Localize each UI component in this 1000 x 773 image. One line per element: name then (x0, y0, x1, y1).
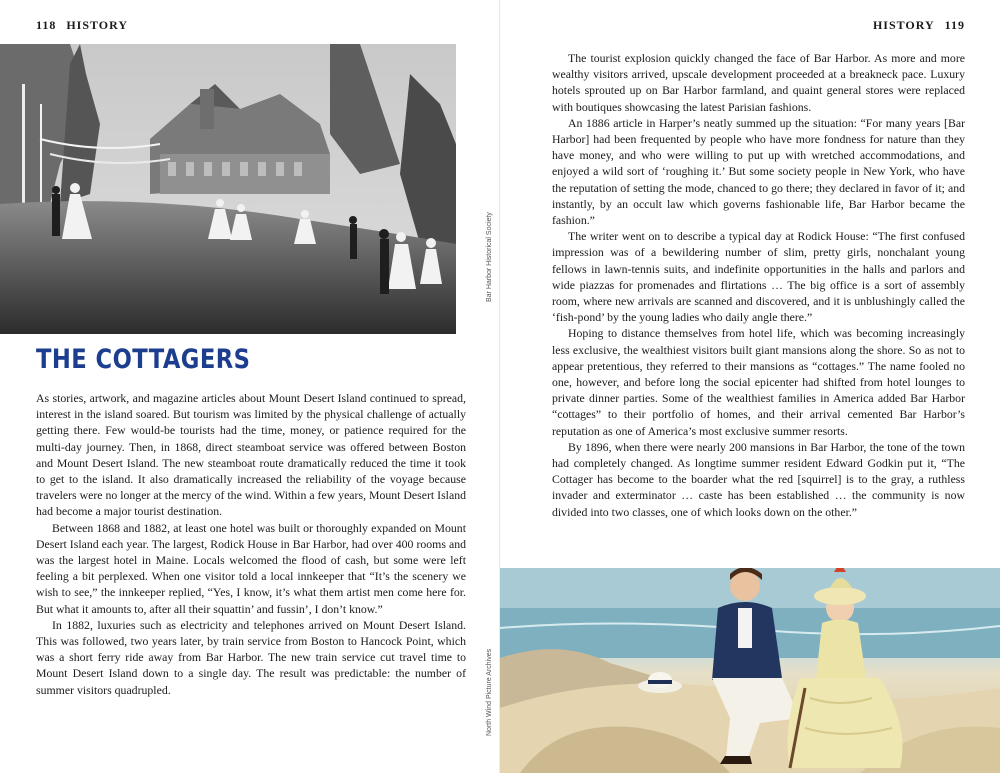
paragraph: As stories, artwork, and magazine articles about Mount Desert Island continued to spread, interest in the island soared. But tourism was limited by the physical challenge of actually getting there. Few would-be tourists had the time, money, or patience required for the multi-day journey. Then, in 1868, direct steamboat service was offered between Boston and Mount Desert Island. The new steamboat route dramatically reduced the time it took to get to the island. It also dramatically increased the reliability of the voyage because travelers were no longer at the mercy of the wind. Within a few years, Mount Desert Island had become a major tourist destination. (36, 391, 466, 519)
illustration-credit: North Wind Picture Archives (486, 648, 493, 736)
right-body-text (552, 50, 965, 520)
illustration-drawing (500, 568, 1000, 773)
paragraph: An 1886 article in Harper’s neatly summed up the situation: “For many years [Bar Harbor] had been frequented by people who have more fondness for nature than they have money, and who were willing to put up with wretched accommodations, and enjoyed a wild sort of ‘roughing it.’ But some society people in New York, who have the reputation of setting the mode, chanced to go there; they declared in favor of it; and instantly, by an occult law which governs fashionable life, Bar Harbor became the fashion.” (552, 115, 965, 228)
paragraph: The writer went on to describe a typical day at Rodick House: “The first confused impression was of a bewildering number of slim, pretty girls, nonchalant young fellows in lawn-tennis suits, and indefinite opportunities in the halls and parlors and wide piazzas for promenades and flirtations … The big office is a sort of assembly room, where new arrivals are scanned and discovered, and it is unblushingly called the ‘fish-pond’ by the young ladies who daily angle there.” (552, 229, 965, 325)
section-heading: THE COTTAGERS (36, 344, 251, 375)
running-head-title-right: HISTORY (872, 18, 935, 32)
cottagers-couple-illustration (500, 568, 1000, 773)
paragraph: Between 1868 and 1882, at least one hotel was built or thoroughly expanded on Mount Desert Island each year. The largest, Rodick House in Bar Harbor, had over 400 rooms and was the largest hotel in Maine. Locals welcomed the flood of cash, but some were left feeling a bit perplexed. When one visitor told a local innkeeper that “It’s the scenery we wish to see,” the innkeeper replied, “Yes, I know, it’s what them artist men come here for. But what it amounts to, after all their squattin’ and fussin’, I don’t know.” (36, 520, 466, 616)
paragraph: By 1896, when there were nearly 200 mansions in Bar Harbor, the tone of the town had completely changed. As longtime summer resident Edward Godkin put it, “The Cottager has become to the boarder what the red [squirrel] is to the gray, a ruthless invader and exterminator … caste has been established … the community is now divided into two classes, one of which looks down on the other.” (552, 439, 965, 519)
running-head-left (36, 18, 128, 33)
paragraph: Hoping to distance themselves from hotel life, which was becoming increasingly less exclusive, the wealthiest visitors built giant mansions along the shore. So as not to appear pretentious, they referred to their mansions as “cottages.” The name fooled no one, however, and before long the social epicenter had shifted from hotel lounges to private dinner parties. Some of the wealthiest families in America added Bar Harbor “cottages” to their portfolio of homes, and their arrival cemented Bar Harbor’s reputation as one of America’s most exclusive summer resorts. (552, 326, 965, 438)
running-head-right (873, 18, 965, 33)
photo-drawing (0, 44, 456, 334)
paragraph: In 1882, luxuries such as electricity and telephones arrived on Mount Desert Island. This was followed, two years later, by train service from Boston to Hancock Point, which was a short ferry ride away from Bar Harbor. The new train service cut travel time to Mount Desert Island down to a single day. The result was predictable: the number of summer visitors quadrupled. (36, 617, 466, 697)
page-number-left: 118 (36, 18, 57, 32)
left-body-text (36, 390, 466, 698)
rodick-house-lawn-photo (0, 44, 456, 334)
running-head-title-left: HISTORY (66, 18, 129, 32)
page-number-right: 119 (944, 18, 965, 32)
paragraph: The tourist explosion quickly changed the face of Bar Harbor. As more and more wealthy visitors arrived, upscale development proceeded at a breakneck pace. Luxury hotels sprouted up on Bar Harbor farmland, and quaint general stores were replaced with boutiques showcasing the latest Parisian fashions. (552, 51, 965, 114)
photo-credit: Bar Harbor Historical Society (486, 212, 493, 302)
